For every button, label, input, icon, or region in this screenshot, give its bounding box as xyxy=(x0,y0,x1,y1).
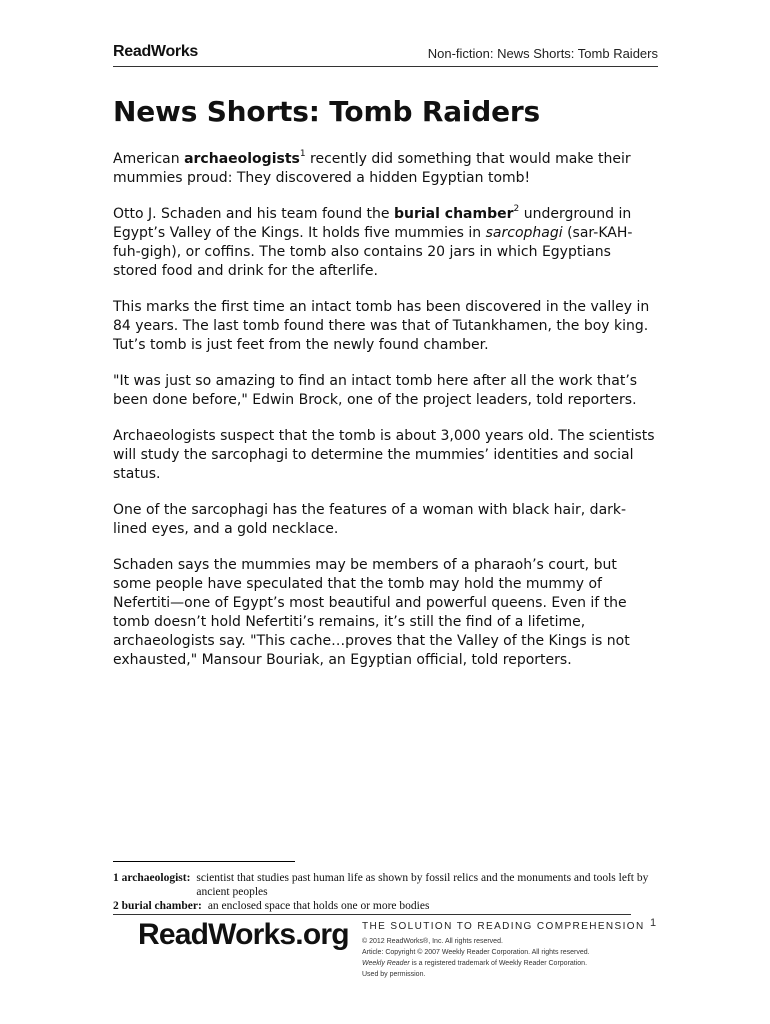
header-section-title: Non-fiction: News Shorts: Tomb Raiders xyxy=(427,46,658,61)
term-burial-chamber: burial chamber xyxy=(393,206,514,222)
footer-divider xyxy=(113,914,631,915)
footnote-ref-2: 2 xyxy=(513,204,520,215)
footer-legal xyxy=(362,936,590,980)
page-title: News Shorts: Tomb Raiders xyxy=(113,95,540,128)
footer-tagline: THE SOLUTION TO READING COMPREHENSION xyxy=(362,921,645,932)
paragraph-1: American archaeologists$^1$ recently did something that would make their mummies proud: They discovered a hidden Egyptian tomb! xyxy=(113,149,631,186)
paragraph-2: Otto J. Schaden and his team found the burial chamber$^2$ underground in Egypt’s Valley of the Kings. It holds five mummies in sarcophagi (sar-KAH-fuh-gigh), or coffins. The tomb also contains 20 jars in which Egyptians stored food and drink for the afterlife. xyxy=(113,204,633,279)
paragraph-3: This marks the first time an intact tomb has been discovered in the valley in 84 years. The last tomb found there was that of Tutankhamen, the boy king. Tut’s tomb is just feet from the newly found chamber. xyxy=(113,299,650,353)
footnote-1 xyxy=(113,871,653,899)
article-credit-line: Article: Copyright © 2007 Weekly Reader Corporation. All rights reserved. xyxy=(362,949,590,956)
footnote-ref-1: 1 xyxy=(299,149,306,160)
term-archaeologists: archaeologists xyxy=(184,151,300,167)
header-brand-logo: ReadWorks xyxy=(113,43,199,60)
footnote-divider xyxy=(113,861,295,862)
permission-line: Used by permission. xyxy=(362,971,426,978)
footnote-2 xyxy=(113,899,653,913)
footnote-definition: scientist that studies past human life as shown by fossil relics and the monuments and tools left by ancient peoples xyxy=(196,872,649,898)
paragraph-4: "It was just so amazing to find an intact tomb here after all the work that’s been done before," Edwin Brock, one of the project leaders, told reporters. xyxy=(113,373,638,408)
footnote-definition: an enclosed space that holds one or more bodies xyxy=(207,900,430,912)
footer-logo: ReadWorks.org xyxy=(138,918,349,951)
paragraph-6: One of the sarcophagi has the features of a woman with black hair, dark-lined eyes, and a gold necklace. xyxy=(113,502,627,537)
paragraph-7: Schaden says the mummies may be members of a pharaoh’s court, but some people have speculated that the tomb may hold the mummy of Nefertiti—one of Egypt’s most beautiful and powerful queens. Even if the tomb doesn’t hold Nefertiti’s remains, it’s still the find of a lifetime, archaeologists say. "This cache…proves that the Valley of the Kings is not exhausted," Mansour Bouriak, an Egyptian official, told reporters. xyxy=(113,557,630,668)
footnotes xyxy=(113,871,653,913)
page-number: 1 xyxy=(650,917,657,929)
paragraph-5: Archaeologists suspect that the tomb is about 3,000 years old. The scientists will study the sarcophagi to determine the mummies’ identities and social status. xyxy=(113,428,655,482)
article-body xyxy=(113,150,658,687)
footnote-term: 2 burial chamber: xyxy=(113,900,202,912)
footnote-term: 1 archaeologist: xyxy=(113,872,191,884)
copyright-line: © 2012 ReadWorks®, Inc. All rights reserved. xyxy=(362,938,503,945)
trademark-line: Weekly Reader is a registered trademark of Weekly Reader Corporation. xyxy=(362,960,588,967)
header-divider xyxy=(113,66,658,67)
term-sarcophagi: sarcophagi xyxy=(485,225,563,241)
